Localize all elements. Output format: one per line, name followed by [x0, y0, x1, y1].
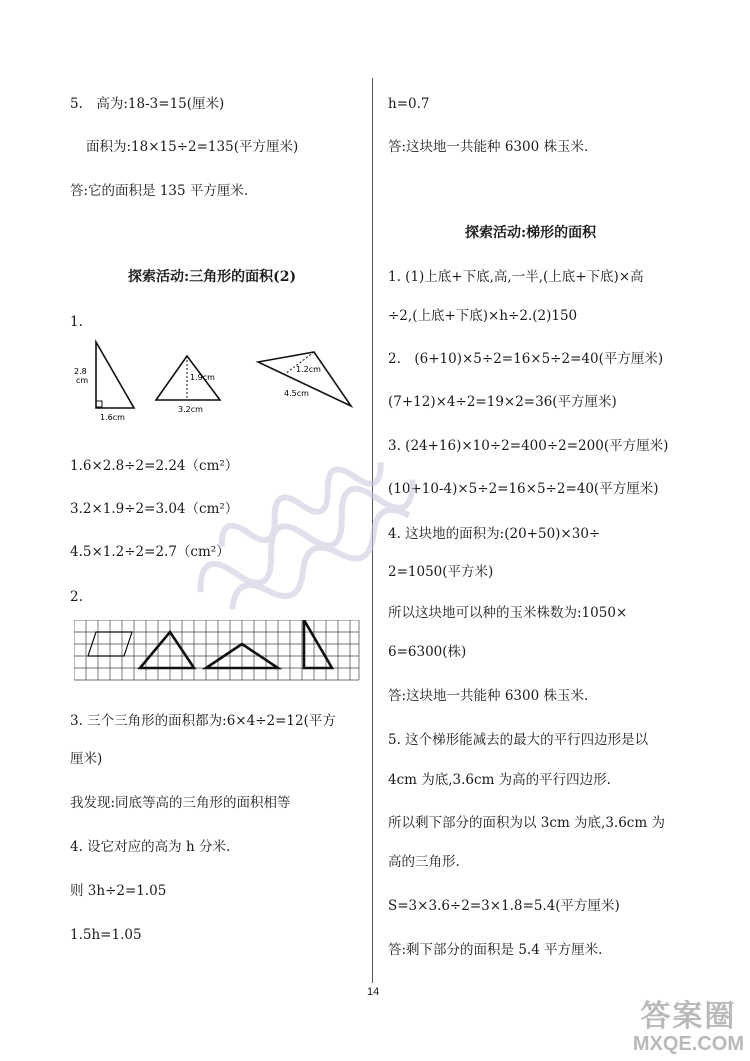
right-q5-line1: 5. 这个梯形能减去的最大的平行四边形是以 — [388, 732, 649, 748]
left-q5-answer: 答:它的面积是 135 平方厘米. — [70, 183, 249, 199]
right-q5-line5: S=3×3.6÷2=3×1.8=5.4(平方厘米) — [388, 898, 620, 914]
right-q4-answer-line: 答:这块地一共能种 6300 株玉米. — [388, 688, 589, 704]
left-q1-calc2: 3.2×1.9÷2=3.04（cm²） — [70, 501, 239, 517]
right-q4-cont1: h=0.7 — [388, 96, 430, 112]
left-q2-label: 2. — [70, 589, 83, 605]
right-q2-line2: (7+12)×4÷2=19×2=36(平方厘米) — [388, 394, 617, 410]
left-q5-line2: 面积为:18×15÷2=135(平方厘米) — [86, 139, 299, 155]
right-q4-line1: 4. 这块地的面积为:(20+50)×30÷ — [388, 526, 601, 542]
t3-height-label: 1.2cm — [296, 365, 321, 374]
right-q3-line1: 3. (24+16)×10÷2=400÷2=200(平方厘米) — [388, 438, 669, 454]
t1-height-label: 2.8 — [74, 367, 87, 376]
right-q5-line3: 所以剩下部分的面积为以 3cm 为底,3.6cm 为 — [388, 815, 665, 831]
triangle-1 — [96, 342, 134, 408]
t1-base-label: 1.6cm — [100, 413, 125, 422]
left-section-heading: 探索活动:三角形的面积(2) — [128, 269, 297, 285]
left-q4-line2: 则 3h÷2=1.05 — [70, 883, 167, 899]
grid-lines — [74, 620, 359, 680]
right-angle-mark — [96, 401, 102, 407]
site-watermark — [633, 1001, 744, 1055]
t2-height-label: 1.9cm — [190, 373, 215, 382]
left-q1-label: 1. — [70, 314, 83, 330]
left-q3-line2: 厘米) — [70, 751, 103, 767]
grid-triangle-1 — [140, 632, 194, 668]
left-q4-line1: 4. 设它对应的高为 h 分米. — [70, 839, 231, 855]
right-q3-line2: (10+10-4)×5÷2=16×5÷2=40(平方厘米) — [388, 481, 659, 497]
right-q2-line1: 2. (6+10)×5÷2=16×5÷2=40(平方厘米) — [388, 351, 664, 367]
right-q4-line3: 所以这块地可以种的玉米株数为:1050× — [388, 605, 628, 621]
right-q5-line2: 4cm 为底,3.6cm 为高的平行四边形. — [388, 772, 611, 788]
t1-height-unit: cm — [76, 376, 89, 385]
watermark-cn: 答案圈 — [640, 1000, 737, 1033]
left-q1-calc3: 4.5×1.2÷2=2.7（cm²） — [70, 544, 230, 560]
stamp-watermark — [150, 420, 480, 620]
t2-base-label: 3.2cm — [178, 405, 203, 414]
right-q4-answer: 答:这块地一共能种 6300 株玉米. — [388, 139, 589, 155]
page-number: 14 — [367, 986, 380, 998]
right-q5-line4: 高的三角形. — [388, 854, 460, 870]
left-q5-line1: 5. 高为:18-3=15(厘米) — [70, 96, 225, 112]
watermark-en: MXQE.COM — [632, 1033, 744, 1055]
left-q4-line3: 1.5h=1.05 — [70, 927, 142, 943]
left-q3-discovery: 我发现:同底等高的三角形的面积相等 — [70, 795, 291, 811]
left-q1-calc1: 1.6×2.8÷2=2.24（cm²） — [70, 458, 239, 474]
t3-base-label: 4.5cm — [284, 389, 309, 398]
left-q3-line1: 3. 三个三角形的面积都为:6×4÷2=12(平方 — [70, 713, 336, 729]
right-section-heading: 探索活动:梯形的面积 — [465, 225, 597, 241]
right-q5-answer: 答:剩下部分的面积是 5.4 平方厘米. — [388, 942, 603, 958]
triangle-figures — [70, 334, 360, 426]
grid-figure — [74, 620, 362, 682]
right-q4-line4: 6=6300(株) — [388, 644, 467, 660]
right-q4-line2: 2=1050(平方米) — [388, 564, 494, 580]
right-q1-line2: ÷2,(上底+下底)×h÷2.(2)150 — [388, 308, 578, 324]
right-q1-line1: 1. (1)上底+下底,高,一半,(上底+下底)×高 — [388, 269, 644, 285]
